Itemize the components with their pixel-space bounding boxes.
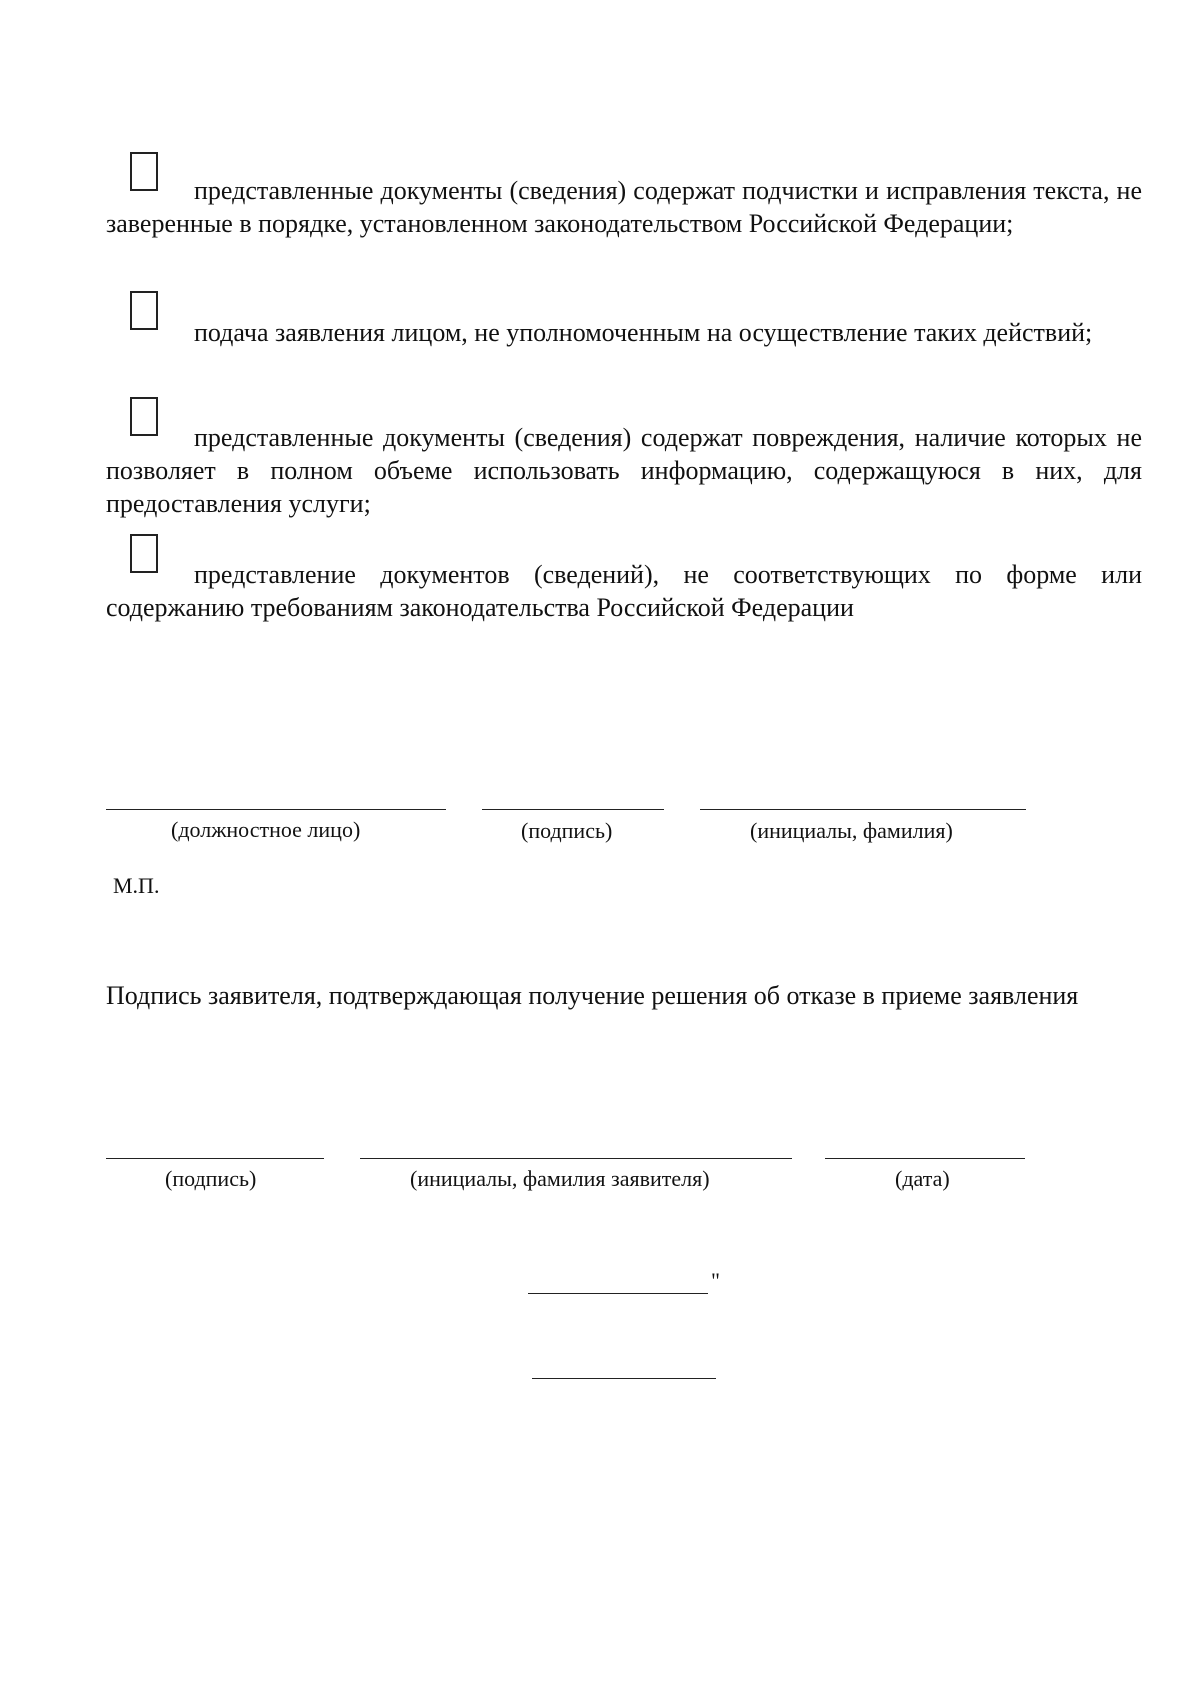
stamp-mark: М.П.	[113, 873, 160, 898]
ground-text-4: представление документов (сведений), не соответствующих по форме или содержанию требованиям законодательства Российской Федерации	[106, 560, 1142, 622]
ground-text-1: представленные документы (сведения) содержат подчистки и исправления текста, не заверенные в порядке, установленном законодательством Российской Федерации;	[106, 176, 1142, 238]
ground-item-3	[106, 421, 1142, 520]
official-name-caption: (инициалы, фамилия)	[750, 818, 953, 843]
ground-text-3: представленные документы (сведения) содержат повреждения, наличие которых не позволяет в полном объеме использовать информацию, содержащуюся в них, для предоставления услуги;	[106, 423, 1142, 518]
ground-text-2: подача заявления лицом, не уполномоченным на осуществление таких действий;	[194, 318, 1093, 347]
applicant-date-caption: (дата)	[895, 1166, 950, 1191]
closing-quote-mark: "	[711, 1268, 720, 1293]
ground-item-1	[106, 174, 1142, 240]
official-position-line	[106, 809, 446, 810]
year-blank-line	[532, 1378, 716, 1379]
applicant-date-line	[825, 1158, 1025, 1159]
applicant-name-line	[360, 1158, 792, 1159]
official-name-line	[700, 809, 1026, 810]
applicant-signature-caption: (подпись)	[165, 1166, 257, 1191]
applicant-confirmation-text: Подпись заявителя, подтверждающая получение решения об отказе в приеме заявления	[106, 981, 1079, 1010]
ground-item-2	[106, 316, 1142, 349]
date-blank-line	[528, 1293, 708, 1294]
ground-item-4	[106, 558, 1142, 624]
official-position-caption: (должностное лицо)	[171, 817, 361, 842]
applicant-signature-line	[106, 1158, 324, 1159]
applicant-name-caption: (инициалы, фамилия заявителя)	[410, 1166, 710, 1191]
official-signature-caption: (подпись)	[521, 818, 613, 843]
official-signature-line	[482, 809, 664, 810]
